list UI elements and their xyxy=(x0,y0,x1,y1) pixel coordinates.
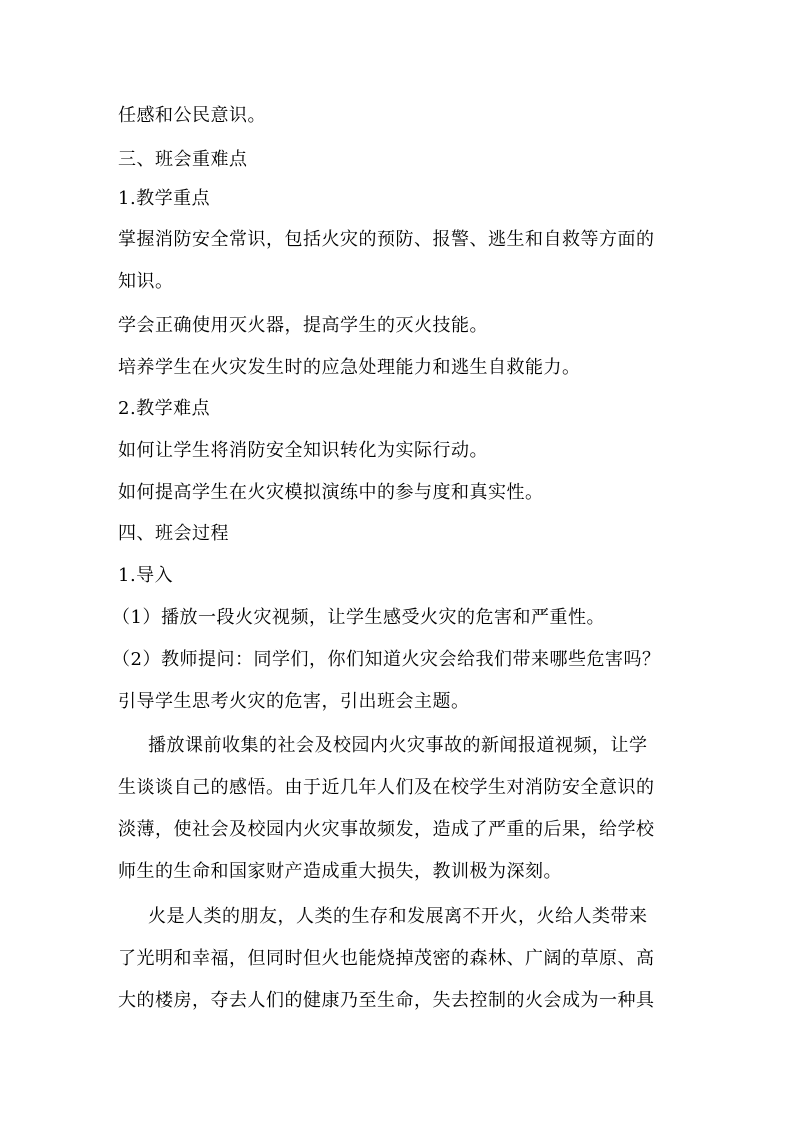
text-line: （1）播放一段火灾视频，让学生感受火灾的危害和严重性。 xyxy=(112,607,605,628)
text-line: 师生的生命和国家财产造成重大损失，教训极为深刻。 xyxy=(118,861,562,882)
text-line: 知识。 xyxy=(118,271,174,292)
text-line: 淡薄，使社会及校园内火灾事故频发，造成了严重的后果，给学校 xyxy=(118,819,655,840)
text-line: 生谈谈自己的感悟。由于近几年人们及在校学生对消防安全意识的 xyxy=(118,777,655,798)
text-line: 大的楼房，夺去人们的健康乃至生命，失去控制的火会成为一种具 xyxy=(118,990,655,1011)
paragraph-first-line: 火是人类的朋友，人类的生存和发展离不开火，火给人类带来 xyxy=(148,906,648,927)
text-line: 引导学生思考火灾的危害，引出班会主题。 xyxy=(118,691,470,712)
paragraph-first-line: 播放课前收集的社会及校园内火灾事故的新闻报道视频，让学 xyxy=(148,735,648,756)
text-line: 任感和公民意识。 xyxy=(118,105,266,126)
text-line: 了光明和幸福，但同时但火也能烧掉茂密的森林、广阔的草原、高 xyxy=(118,948,655,969)
subsection-heading: 2.教学难点 xyxy=(118,398,211,419)
text-line: 培养学生在火灾发生时的应急处理能力和逃生自救能力。 xyxy=(118,357,581,378)
section-heading: 三、班会重难点 xyxy=(118,149,248,170)
text-line: 如何让学生将消防安全知识转化为实际行动。 xyxy=(118,440,488,461)
text-line: 学会正确使用灭火器，提高学生的灭火技能。 xyxy=(118,315,488,336)
text-line: 掌握消防安全常识，包括火灾的预防、报警、逃生和自救等方面的 xyxy=(118,229,655,250)
text-line: （2）教师提问：同学们，你们知道火灾会给我们带来哪些危害吗？ xyxy=(112,649,661,670)
subsection-heading: 1.教学重点 xyxy=(118,188,211,209)
text-line: 如何提高学生在火灾模拟演练中的参与度和真实性。 xyxy=(118,482,544,503)
section-heading: 四、班会过程 xyxy=(118,523,229,544)
subsection-heading: 1.导入 xyxy=(118,565,174,586)
